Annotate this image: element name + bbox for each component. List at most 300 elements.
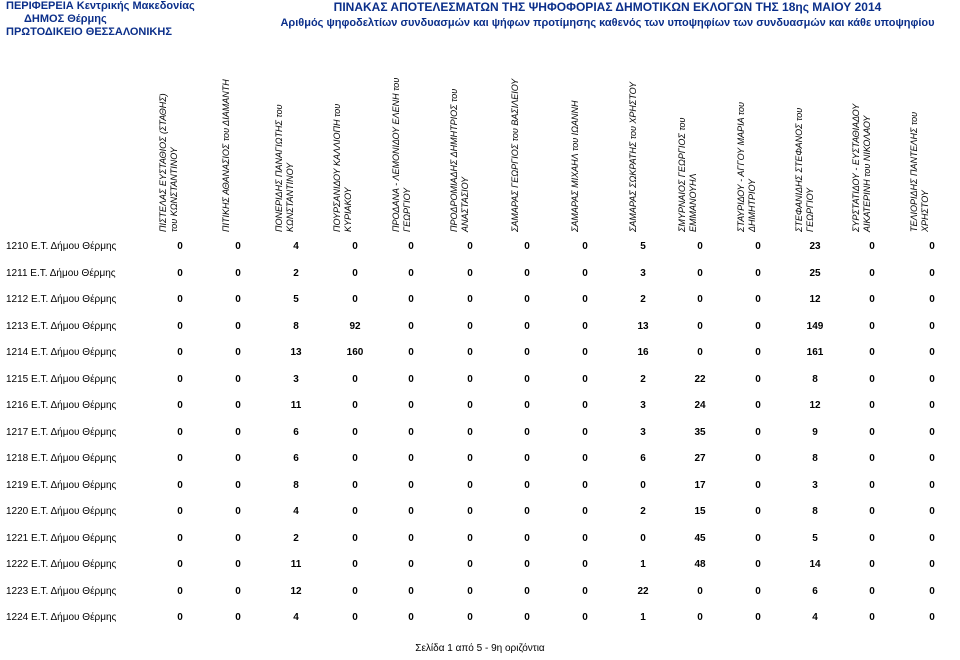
vote-count-cell: 0 (352, 612, 358, 623)
vote-count-cell: 0 (408, 479, 414, 491)
polling-station-label: 1220 Ε.Τ. Δήμου Θέρμης (6, 506, 117, 517)
vote-count-cell: 0 (929, 479, 935, 491)
table-row (0, 267, 960, 281)
vote-count-cell: 0 (582, 294, 588, 305)
vote-count-cell: 0 (235, 373, 241, 385)
vote-count-cell: 0 (582, 400, 588, 411)
vote-count-cell: 0 (755, 426, 761, 438)
candidate-header (847, 46, 877, 232)
vote-count-cell: 0 (869, 320, 875, 332)
polling-station-label: 1212 Ε.Τ. Δήμου Θέρμης (6, 294, 117, 305)
vote-count-cell: 0 (929, 426, 935, 438)
candidate-name (570, 100, 581, 232)
vote-count-cell: 8 (812, 506, 818, 517)
vote-count-cell: 0 (755, 400, 761, 411)
table-row (0, 611, 960, 625)
vote-count-cell: 0 (582, 373, 588, 385)
candidate-name-line2: ΧΡΗΣΤΟΥ (920, 190, 930, 232)
vote-count-cell: 12 (809, 294, 821, 305)
vote-count-cell: 0 (177, 347, 183, 358)
polling-station-label: 1218 Ε.Τ. Δήμου Θέρμης (6, 453, 117, 464)
candidate-name-line1: ΣΜΥΡΝΑΙΟΣ ΓΕΩΡΓΙΟΣ του (677, 117, 687, 232)
vote-count-cell: 0 (408, 294, 414, 305)
vote-count-cell: 2 (640, 506, 646, 517)
vote-count-cell: 35 (694, 426, 706, 438)
vote-count-cell: 0 (697, 241, 703, 252)
candidate-name-line1: ΠΙΣΤΕΛΑΣ ΕΥΣΤΑΘΙΟΣ (ΣΤΑΘΗΣ) (158, 93, 168, 232)
vote-count-cell: 16 (637, 347, 649, 358)
polling-station-label: 1221 Ε.Τ. Δήμου Θέρμης (6, 532, 117, 544)
vote-count-cell: 0 (177, 453, 183, 464)
vote-count-cell: 0 (582, 241, 588, 252)
vote-count-cell: 0 (524, 241, 530, 252)
vote-count-cell: 0 (177, 426, 183, 438)
candidate-header (560, 46, 590, 232)
vote-count-cell: 0 (582, 347, 588, 358)
candidate-name (274, 104, 296, 232)
vote-count-cell: 12 (290, 585, 302, 597)
vote-count-cell: 0 (755, 241, 761, 252)
vote-count-cell: 27 (694, 453, 706, 464)
candidate-name-line1: ΠΙΤΙΚΗΣ ΑΘΑΝΑΣΙΟΣ του ΔΙΑΜΑΝΤΗ (220, 79, 231, 232)
court-label: ΠΡΩΤΟΔΙΚΕΙΟ ΘΕΣΣΑΛΟΝΙΚΗΣ (6, 26, 172, 38)
vote-count-cell: 0 (582, 453, 588, 464)
vote-count-cell: 8 (293, 320, 299, 332)
vote-count-cell: 0 (524, 294, 530, 305)
vote-count-cell: 0 (869, 612, 875, 623)
candidate-name-line1: ΠΡΟΔΡΟΜΙΑΔΗΣ ΔΗΜΗΤΡΙΟΣ του (449, 88, 459, 232)
candidate-header (673, 46, 703, 232)
vote-count-cell: 0 (697, 294, 703, 305)
candidate-name-line1: ΤΕΛΙΟΡΙΔΗΣ ΠΑΝΤΕΛΗΣ του (909, 111, 919, 232)
candidate-name-line1: ΠΟΥΡΣΑΝΙΔΟΥ ΚΑΛΛΙΟΠΗ του (332, 103, 342, 232)
candidate-name-line2: ΚΩΝΣΤΑΝΤΙΝΟΥ (285, 162, 295, 232)
candidate-header (387, 46, 417, 232)
vote-count-cell: 0 (408, 373, 414, 385)
candidate-name-line2: ΓΕΩΡΓΙΟΥ (805, 187, 815, 232)
header-left-block (6, 0, 195, 39)
vote-count-cell: 0 (235, 506, 241, 517)
polling-station-label: 1219 Ε.Τ. Δήμου Θέρμης (6, 479, 117, 491)
vote-count-cell: 0 (352, 267, 358, 279)
table-row (0, 399, 960, 413)
vote-count-cell: 0 (352, 506, 358, 517)
candidate-header (328, 46, 358, 232)
vote-count-cell: 0 (929, 453, 935, 464)
candidate-header (905, 46, 935, 232)
vote-count-cell: 0 (177, 267, 183, 279)
vote-count-cell: 0 (582, 426, 588, 438)
vote-count-cell: 0 (467, 347, 473, 358)
vote-count-cell: 0 (235, 479, 241, 491)
vote-count-cell: 0 (869, 506, 875, 517)
vote-count-cell: 13 (637, 320, 649, 332)
candidate-header (790, 46, 820, 232)
vote-count-cell: 0 (467, 400, 473, 411)
vote-count-cell: 6 (293, 426, 299, 438)
vote-count-cell: 0 (235, 400, 241, 411)
vote-count-cell: 0 (524, 559, 530, 570)
vote-count-cell: 92 (349, 320, 361, 332)
vote-count-cell: 0 (235, 612, 241, 623)
vote-count-cell: 0 (467, 373, 473, 385)
vote-count-cell: 0 (524, 320, 530, 332)
vote-count-cell: 0 (869, 585, 875, 597)
vote-count-cell: 0 (755, 612, 761, 623)
vote-count-cell: 0 (869, 294, 875, 305)
candidate-name (736, 102, 758, 232)
vote-count-cell: 0 (524, 400, 530, 411)
vote-count-cell: 48 (694, 559, 706, 570)
vote-count-cell: 0 (929, 320, 935, 332)
vote-count-cell: 0 (467, 267, 473, 279)
vote-count-cell: 0 (467, 612, 473, 623)
candidate-name (332, 104, 354, 232)
candidate-name (158, 93, 180, 232)
vote-count-cell: 3 (293, 373, 299, 385)
vote-count-cell: 0 (869, 453, 875, 464)
candidate-name-line2: ΑΝΑΣΤΑΣΙΟΥ (460, 176, 470, 232)
vote-count-cell: 0 (235, 241, 241, 252)
vote-count-cell: 0 (582, 612, 588, 623)
vote-count-cell: 0 (352, 373, 358, 385)
vote-count-cell: 22 (694, 373, 706, 385)
candidate-name-line1: ΠΡΟΔΑΝΑ - ΛΕΜΟΝΙΔΟΥ ΕΛΕΝΗ του (391, 77, 401, 232)
vote-count-cell: 5 (293, 294, 299, 305)
vote-count-cell: 0 (352, 559, 358, 570)
vote-count-cell: 0 (408, 612, 414, 623)
candidate-header (211, 46, 241, 232)
vote-count-cell: 0 (467, 294, 473, 305)
polling-station-label: 1213 Ε.Τ. Δήμου Θέρμης (6, 320, 117, 332)
vote-count-cell: 0 (408, 506, 414, 517)
vote-count-cell: 0 (235, 320, 241, 332)
polling-station-label: 1210 Ε.Τ. Δήμου Θέρμης (6, 241, 117, 252)
polling-station-label: 1211 Ε.Τ. Δήμου Θέρμης (6, 267, 116, 279)
candidate-header (500, 46, 530, 232)
vote-count-cell: 0 (755, 479, 761, 491)
vote-count-cell: 0 (235, 426, 241, 438)
vote-count-cell: 0 (640, 532, 646, 544)
vote-count-cell: 0 (755, 506, 761, 517)
vote-count-cell: 3 (640, 400, 646, 411)
vote-count-cell: 8 (812, 373, 818, 385)
vote-count-cell: 1 (640, 612, 646, 623)
table-row (0, 479, 960, 493)
vote-count-cell: 0 (755, 532, 761, 544)
vote-count-cell: 6 (293, 453, 299, 464)
polling-station-label: 1216 Ε.Τ. Δήμου Θέρμης (6, 400, 117, 411)
vote-count-cell: 2 (293, 267, 299, 279)
vote-count-cell: 0 (467, 559, 473, 570)
vote-count-cell: 0 (467, 506, 473, 517)
municipality-label: ΔΗΜΟΣ Θέρμης (24, 13, 107, 25)
table-row (0, 532, 960, 546)
vote-count-cell: 0 (235, 585, 241, 597)
vote-count-cell: 0 (408, 532, 414, 544)
vote-count-cell: 0 (697, 267, 703, 279)
vote-count-cell: 0 (524, 267, 530, 279)
vote-count-cell: 0 (929, 532, 935, 544)
vote-count-cell: 14 (809, 559, 821, 570)
vote-count-cell: 0 (869, 347, 875, 358)
candidate-header (445, 46, 475, 232)
vote-count-cell: 0 (467, 479, 473, 491)
vote-count-cell: 0 (524, 373, 530, 385)
page-title: ΠΙΝΑΚΑΣ ΑΠΟΤΕΛΕΣΜΑΤΩΝ ΤΗΣ ΨΗΦΟΦΟΡΙΑΣ ΔΗΜΟΤΙΚΩΝ ΕΚΛΟΓΩΝ ΤΗΣ 18ης ΜΑΙΟΥ 2014 (333, 0, 882, 14)
vote-count-cell: 0 (408, 267, 414, 279)
vote-count-cell: 2 (293, 532, 299, 544)
polling-station-label: 1222 Ε.Τ. Δήμου Θέρμης (6, 559, 117, 570)
polling-station-label: 1214 Ε.Τ. Δήμου Θέρμης (6, 347, 117, 358)
vote-count-cell: 0 (524, 532, 530, 544)
vote-count-cell: 0 (524, 426, 530, 438)
candidate-name-line2: ΕΜΜΑΝΟΥΗΛ (688, 173, 698, 232)
vote-count-cell: 24 (694, 400, 706, 411)
vote-count-cell: 0 (177, 612, 183, 623)
vote-count-cell: 2 (640, 294, 646, 305)
vote-count-cell: 4 (293, 506, 299, 517)
vote-count-cell: 0 (467, 532, 473, 544)
vote-count-cell: 25 (809, 267, 821, 279)
table-row (0, 293, 960, 307)
candidate-name-line2: ΑΙΚΑΤΕΡΙΝΗ του ΝΙΚΟΛΑΟΥ (862, 115, 872, 232)
vote-count-cell: 4 (812, 612, 818, 623)
vote-count-cell: 13 (290, 347, 302, 358)
vote-count-cell: 0 (235, 559, 241, 570)
vote-count-cell: 0 (755, 585, 761, 597)
vote-count-cell: 3 (640, 426, 646, 438)
vote-count-cell: 0 (869, 373, 875, 385)
vote-count-cell: 0 (524, 506, 530, 517)
page-subtitle: Αριθμός ψηφοδελτίων συνδυασμών και ψήφων προτίμησης καθενός των υποψηφίων των συνδυασμών και κάθε υποψηφίου (280, 17, 935, 29)
vote-count-cell: 23 (809, 241, 821, 252)
vote-count-cell: 0 (352, 241, 358, 252)
vote-count-cell: 0 (582, 267, 588, 279)
candidate-header (154, 46, 184, 232)
vote-count-cell: 5 (812, 532, 818, 544)
polling-station-label: 1217 Ε.Τ. Δήμου Θέρμης (6, 426, 117, 438)
vote-count-cell: 0 (929, 506, 935, 517)
vote-count-cell: 3 (812, 479, 818, 491)
vote-count-cell: 3 (640, 267, 646, 279)
candidate-header (732, 46, 762, 232)
polling-station-label: 1215 Ε.Τ. Δήμου Θέρμης (6, 373, 117, 385)
vote-count-cell: 0 (582, 320, 588, 332)
table-row (0, 346, 960, 360)
vote-count-cell: 0 (467, 453, 473, 464)
vote-count-cell: 0 (408, 320, 414, 332)
vote-count-cell: 0 (869, 479, 875, 491)
header-center-block (255, 0, 960, 30)
vote-count-cell: 11 (290, 400, 302, 411)
vote-count-cell: 149 (806, 320, 824, 332)
vote-count-cell: 0 (869, 267, 875, 279)
vote-count-cell: 0 (697, 585, 703, 597)
vote-count-cell: 0 (869, 426, 875, 438)
vote-count-cell: 12 (809, 400, 821, 411)
vote-count-cell: 0 (697, 612, 703, 623)
vote-count-cell: 0 (408, 453, 414, 464)
region-label: ΠΕΡΙΦΕΡΕΙΑ Κεντρικής Μακεδονίας (6, 0, 195, 12)
vote-count-cell: 0 (177, 320, 183, 332)
vote-count-cell: 0 (177, 373, 183, 385)
vote-count-cell: 0 (524, 347, 530, 358)
vote-count-cell: 0 (869, 241, 875, 252)
candidate-name-line1: ΠΟΝΕΡΙΔΗΣ ΠΑΝΑΓΙΩΤΗΣ του (274, 104, 284, 232)
vote-count-cell: 1 (640, 559, 646, 570)
candidate-name-line2: του ΚΩΝΣΤΑΝΤΙΝΟΥ (169, 147, 179, 232)
vote-count-cell: 0 (755, 320, 761, 332)
candidate-name-line2: ΔΗΜΗΤΡΙΟΥ (747, 178, 757, 232)
vote-count-cell: 0 (582, 479, 588, 491)
vote-count-cell: 0 (697, 347, 703, 358)
vote-count-cell: 17 (694, 479, 706, 491)
candidate-name (794, 108, 816, 232)
vote-count-cell: 6 (812, 585, 818, 597)
vote-count-cell: 0 (408, 426, 414, 438)
vote-count-cell: 0 (755, 347, 761, 358)
vote-count-cell: 0 (408, 559, 414, 570)
vote-count-cell: 0 (235, 267, 241, 279)
vote-count-cell: 6 (640, 453, 646, 464)
candidate-header (618, 46, 648, 232)
vote-count-cell: 0 (929, 294, 935, 305)
vote-count-cell: 5 (640, 241, 646, 252)
vote-count-cell: 0 (408, 241, 414, 252)
vote-count-cell: 0 (929, 241, 935, 252)
candidate-name (677, 117, 699, 232)
vote-count-cell: 161 (806, 347, 824, 358)
vote-count-cell: 0 (177, 400, 183, 411)
vote-count-cell: 0 (929, 267, 935, 279)
vote-count-cell: 0 (869, 400, 875, 411)
polling-station-label: 1224 Ε.Τ. Δήμου Θέρμης (6, 612, 117, 623)
vote-count-cell: 0 (177, 506, 183, 517)
vote-count-cell: 22 (637, 585, 649, 597)
vote-count-cell: 0 (524, 585, 530, 597)
vote-count-cell: 0 (755, 453, 761, 464)
vote-count-cell: 0 (869, 559, 875, 570)
candidate-name-line2: ΚΥΡΙΑΚΟΥ (343, 187, 353, 232)
vote-count-cell: 0 (929, 400, 935, 411)
vote-count-cell: 0 (352, 453, 358, 464)
vote-count-cell: 0 (697, 320, 703, 332)
page-footer: Σελίδα 1 από 5 - 9η οριζόντια (415, 643, 545, 654)
vote-count-cell: 8 (812, 453, 818, 464)
candidate-name (851, 104, 873, 232)
vote-count-cell: 8 (293, 479, 299, 491)
vote-count-cell: 0 (755, 559, 761, 570)
vote-count-cell: 4 (293, 612, 299, 623)
vote-count-cell: 0 (524, 453, 530, 464)
vote-count-cell: 0 (869, 532, 875, 544)
table-row (0, 505, 960, 519)
vote-count-cell: 0 (177, 559, 183, 570)
vote-count-cell: 0 (352, 532, 358, 544)
vote-count-cell: 0 (352, 479, 358, 491)
vote-count-cell: 160 (346, 347, 364, 358)
vote-count-cell: 0 (467, 426, 473, 438)
vote-count-cell: 0 (408, 400, 414, 411)
candidate-name-line1: ΣΤΕΦΑΝΙΔΗΣ ΣΤΕΦΑΝΟΣ του (794, 107, 804, 232)
candidate-name-line2: ΓΕΩΡΓΙΟΥ (402, 187, 412, 232)
vote-count-cell: 0 (929, 347, 935, 358)
candidate-name (510, 79, 521, 232)
vote-count-cell: 0 (929, 559, 935, 570)
vote-count-cell: 0 (524, 479, 530, 491)
vote-count-cell: 0 (177, 479, 183, 491)
vote-count-cell: 0 (352, 426, 358, 438)
candidate-name (391, 78, 413, 232)
candidate-name (628, 82, 639, 232)
vote-count-cell: 0 (177, 241, 183, 252)
vote-count-cell: 0 (929, 585, 935, 597)
table-row (0, 426, 960, 440)
candidate-name-line1: ΣΥΡΣΤΑΤΙΔΟΥ - ΕΥΣΤΑΘΙΑΔΟΥ (851, 103, 861, 232)
vote-count-cell: 0 (352, 400, 358, 411)
candidate-name (909, 112, 931, 232)
vote-count-cell: 0 (582, 506, 588, 517)
vote-count-cell: 0 (582, 559, 588, 570)
vote-count-cell: 0 (755, 373, 761, 385)
vote-count-cell: 0 (524, 612, 530, 623)
vote-count-cell: 0 (467, 320, 473, 332)
vote-count-cell: 0 (352, 585, 358, 597)
table-row (0, 558, 960, 572)
vote-count-cell: 0 (582, 532, 588, 544)
candidate-name-line1: ΣΤΑΥΡΙΔΟΥ - ΑΓΓΟΥ ΜΑΡΙΑ του (736, 102, 746, 232)
vote-count-cell: 0 (408, 585, 414, 597)
vote-count-cell: 0 (640, 479, 646, 491)
vote-count-cell: 0 (408, 347, 414, 358)
vote-count-cell: 0 (235, 532, 241, 544)
vote-count-cell: 15 (694, 506, 706, 517)
vote-count-cell: 0 (177, 585, 183, 597)
candidate-name-line1: ΣΑΜΑΡΑΣ ΜΙΧΑΗΛ του ΙΩΑΝΝΗ (569, 100, 580, 232)
candidate-name-line1: ΣΑΜΑΡΑΣ ΣΩΚΡΑΤΗΣ του ΧΡΗΣΤΟΥ (627, 81, 638, 232)
vote-count-cell: 0 (177, 294, 183, 305)
candidate-column-headers (0, 44, 960, 234)
vote-count-cell: 4 (293, 241, 299, 252)
vote-count-cell: 0 (235, 347, 241, 358)
vote-count-cell: 0 (235, 453, 241, 464)
vote-count-cell: 0 (235, 294, 241, 305)
candidate-name-line1: ΣΑΜΑΡΑΣ ΓΕΩΡΓΙΟΣ του ΒΑΣΙΛΕΙΟΥ (509, 78, 520, 232)
vote-count-cell: 45 (694, 532, 706, 544)
table-row (0, 373, 960, 387)
vote-count-cell: 0 (755, 294, 761, 305)
vote-count-cell: 11 (290, 559, 302, 570)
vote-count-cell: 0 (352, 294, 358, 305)
vote-count-cell: 0 (467, 585, 473, 597)
candidate-name (221, 79, 232, 232)
vote-count-cell: 0 (929, 373, 935, 385)
table-row (0, 585, 960, 599)
table-row (0, 320, 960, 334)
vote-count-cell: 0 (582, 585, 588, 597)
vote-count-cell: 0 (467, 241, 473, 252)
vote-count-cell: 0 (177, 532, 183, 544)
candidate-name (449, 89, 471, 232)
candidate-header (270, 46, 300, 232)
vote-count-cell: 0 (929, 612, 935, 623)
vote-count-cell: 2 (640, 373, 646, 385)
table-row (0, 240, 960, 254)
polling-station-label: 1223 Ε.Τ. Δήμου Θέρμης (6, 585, 117, 597)
vote-count-cell: 0 (755, 267, 761, 279)
table-row (0, 452, 960, 466)
